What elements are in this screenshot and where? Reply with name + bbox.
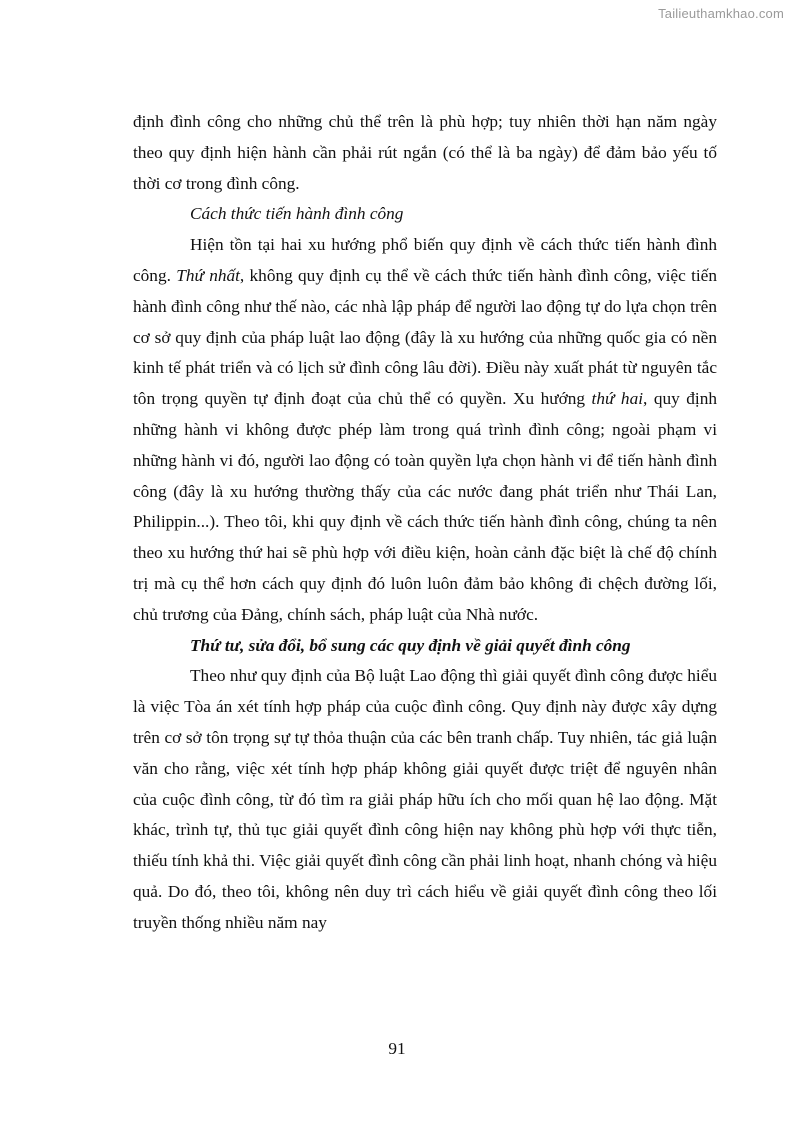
text-run: , quy định những hành vi không được phép làm trong quá trình đình công; ngoài phạm vi những hành vi đó, người lao động có toàn quyền lựa chọn hành vi để tiến hành đình công (đây là xu hướng thường thấy của các nước đang phát triển như Thái Lan, Philippin...). Theo tôi, khi quy định về cách thức tiến hành đình công, chúng ta nên theo xu hướng thứ hai sẽ phù hợp với điều kiện, hoàn cảnh đặc biệt là chế độ chính trị mà cụ thể hơn cách quy định đó luôn luôn đảm bảo không đi chệch đường lối, chủ trương của Đảng, chính sách, pháp luật của Nhà nước.	[133, 389, 718, 624]
emphasis-first: Thứ nhất	[176, 265, 240, 285]
paragraph-continuation: định đình công cho những chủ thể trên là phù hợp; tuy nhiên thời hạn năm ngày theo quy định hiện hành cần phải rút ngắn (có thể là ba ngày) để đảm bảo yếu tố thời cơ trong đình công.	[133, 112, 717, 193]
emphasis-second: thứ hai	[591, 389, 644, 409]
text-run: , không quy định cụ thể về cách thức tiến hành đình công, việc tiến hành đình công như thế nào, các nhà lập pháp để người lao động tự do lựa chọn trên cơ sở quy định của pháp luật lao động (đây là xu hướng của những quốc gia có nền kinh tế phát triển và có lịch sử đình công lâu đời). Điều này xuất phát từ nguyên tắc tôn trọng quyền tự định đoạt của chủ thể có quyền. Xu hướng	[133, 265, 717, 409]
page-number: 91	[388, 1039, 406, 1058]
paragraph-strike-methods	[133, 230, 717, 630]
watermark: Tailieuthamkhao.com	[658, 6, 784, 21]
text-run: Hiện tồn tại hai xu hướng phổ biến quy định về cách thức tiến hành đình công.	[133, 235, 717, 285]
section-heading-strike-resolution: Thứ tư, sửa đổi, bổ sung các quy định về giải quyết đình công	[190, 635, 631, 655]
paragraph-strike-resolution: Theo như quy định của Bộ luật Lao động thì giải quyết đình công được hiểu là việc Tòa án xét tính hợp pháp của cuộc đình công. Quy định này được xây dựng trên cơ sở tôn trọng sự tự thỏa thuận của các bên tranh chấp. Tuy nhiên, tác giả luận văn cho rằng, việc xét tính hợp pháp không giải quyết được triệt để nguyên nhân của cuộc đình công, từ đó tìm ra giải pháp hữu ích cho mối quan hệ lao động. Mặt khác, trình tự, thủ tục giải quyết đình công hiện nay không phù hợp với thực tiễn, thiếu tính khả thi. Việc giải quyết đình công cần phải linh hoạt, nhanh chóng và hiệu quả. Do đó, theo tôi, không nên duy trì cách hiểu về giải quyết đình công theo lối truyền thống nhiều năm nay	[133, 666, 717, 932]
section-heading-strike-methods: Cách thức tiến hành đình công	[190, 204, 404, 224]
document-body	[133, 107, 717, 939]
